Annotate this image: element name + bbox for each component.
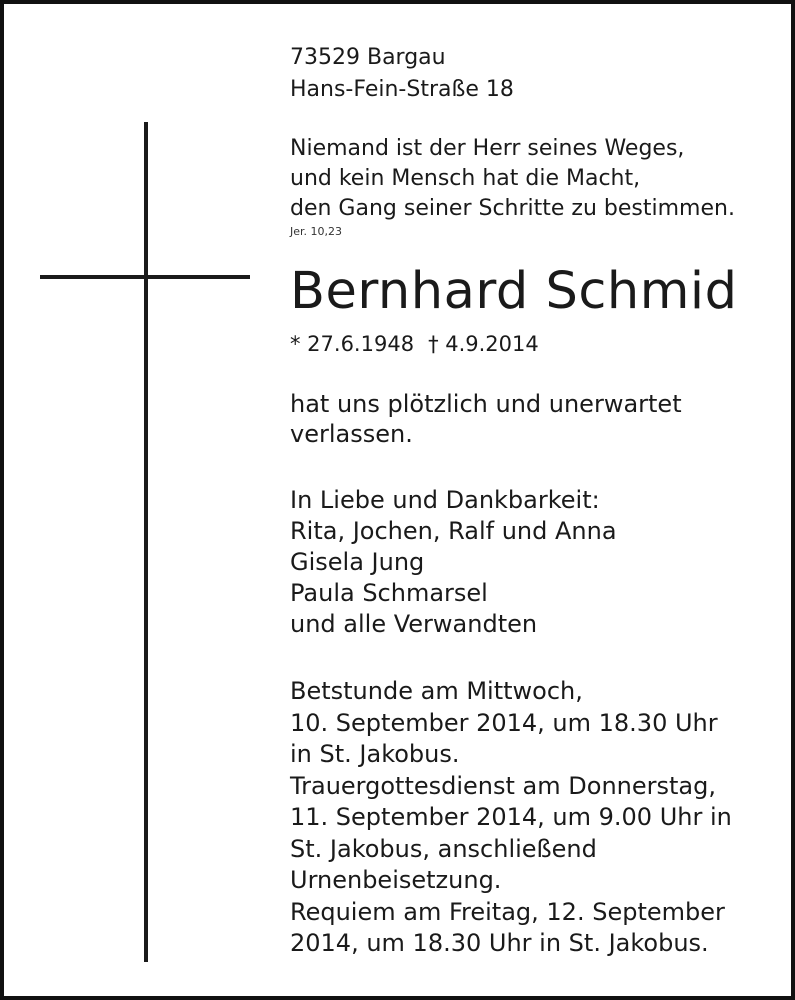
address-street: Hans-Fein-Straße 18 [290,77,514,102]
verse-line: und kein Mensch hat die Macht, [290,166,641,191]
mourners-list [290,485,617,640]
service-details [290,676,732,960]
death-message [290,389,682,449]
message-line: hat uns plötzlich und unerwartet [290,390,682,418]
deceased-name: Bernhard Schmid [290,262,738,321]
mourners-line: Paula Schmarsel [290,579,488,607]
service-line: Trauergottesdienst am Donnerstag, [290,771,716,800]
cross-icon-horizontal-bar [40,275,250,279]
address-block [290,42,514,106]
bible-verse [290,134,735,224]
mourners-line: Gisela Jung [290,548,425,576]
service-line: St. Jakobus, anschließend [290,834,597,863]
service-line: in St. Jakobus. [290,740,460,768]
address-city: 73529 Bargau [290,45,446,70]
birth-date: * 27.6.1948 [290,332,415,356]
service-line: 11. September 2014, um 9.00 Uhr in [290,803,732,831]
service-line: Urnenbeisetzung. [290,866,502,894]
life-dates [290,329,539,359]
service-line: Betstunde am Mittwoch, [290,677,583,705]
service-line: 10. September 2014, um 18.30 Uhr [290,708,718,737]
mourners-line: Rita, Jochen, Ralf und Anna [290,517,617,545]
death-date: † 4.9.2014 [428,332,539,356]
verse-line: den Gang seiner Schritte zu bestimmen. [290,196,735,221]
verse-line: Niemand ist der Herr seines Weges, [290,136,685,161]
mourners-line: In Liebe und Dankbarkeit: [290,486,600,514]
cross-icon-vertical-bar [144,122,148,962]
mourners-line: und alle Verwandten [290,610,538,638]
service-line: Requiem am Freitag, 12. September [290,897,725,926]
message-line: verlassen. [290,420,413,448]
service-line: 2014, um 18.30 Uhr in St. Jakobus. [290,929,709,957]
verse-reference: Jer. 10,23 [290,225,343,238]
